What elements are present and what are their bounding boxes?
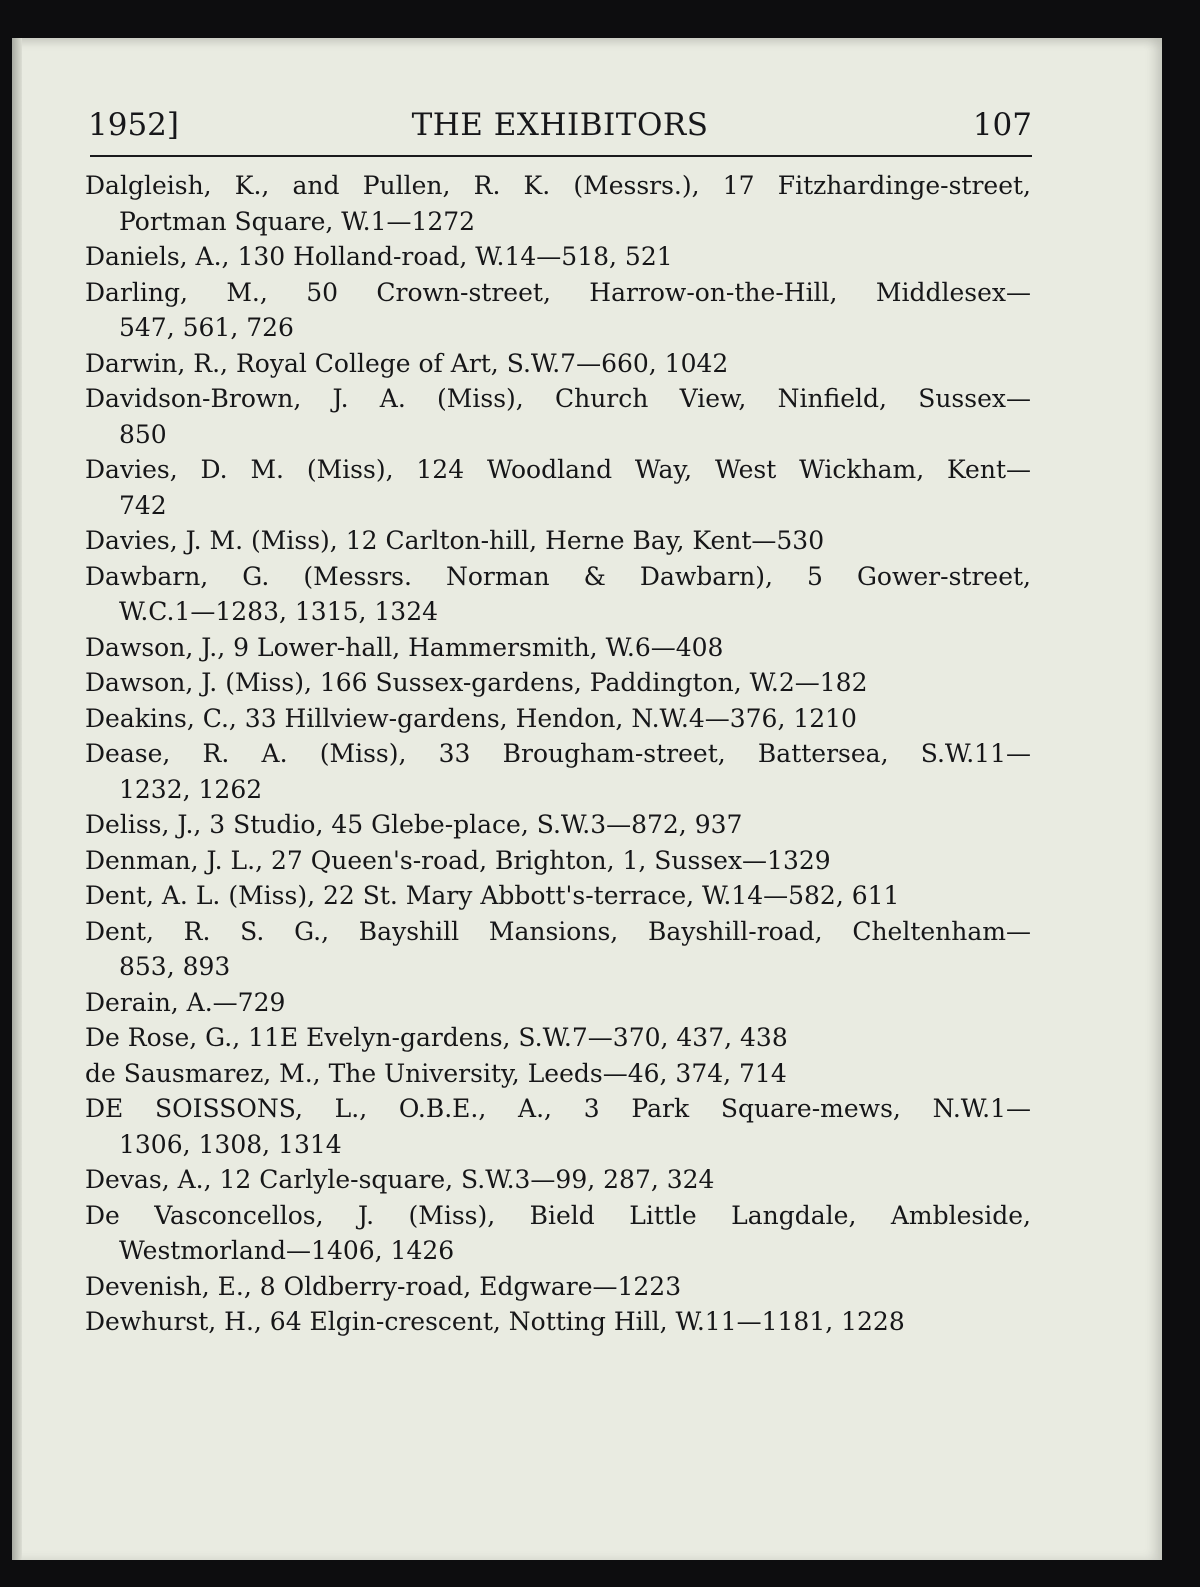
entry-line: Derain, A.—729 xyxy=(85,987,286,1017)
entry-continuation-line: W.C.1—1283, 1315, 1324 xyxy=(119,597,439,626)
exhibitor-entry xyxy=(85,1056,1031,1092)
entry-line: Devas, A., 12 Carlyle-square, S.W.3—99, 287, 324 xyxy=(85,1165,715,1194)
exhibitor-entry xyxy=(85,843,1031,879)
entry-line: Darling, M., 50 Crown-street, Harrow-on-the-Hill, Middlesex— xyxy=(85,277,1031,307)
entry-continuation-line: Westmorland—1406, 1426 xyxy=(119,1236,455,1265)
entry-line: Dawson, J., 9 Lower-hall, Hammersmith, W.6—408 xyxy=(85,632,724,662)
entry-line: De Vasconcellos, J. (Miss), Bield Little Langdale, Ambleside, xyxy=(85,1200,1031,1230)
exhibitor-entry xyxy=(85,381,1031,452)
exhibitor-entry xyxy=(85,1269,1031,1305)
entry-line: Davies, D. M. (Miss), 124 Woodland Way, West Wickham, Kent— xyxy=(85,455,1031,484)
entry-continuation-line: Portman Square, W.1—1272 xyxy=(119,206,476,236)
exhibitor-entry xyxy=(85,985,1031,1021)
entry-line: Devenish, E., 8 Oldberry-road, Edgware—1223 xyxy=(85,1271,682,1301)
exhibitor-entry xyxy=(85,914,1031,985)
entry-line: Davidson-Brown, J. A. (Miss), Church View, Ninfield, Sussex— xyxy=(85,384,1031,413)
entry-line: de Sausmarez, M., The University, Leeds—46, 374, 714 xyxy=(85,1058,787,1088)
exhibitor-entry xyxy=(85,559,1031,630)
entry-line: Dawson, J. (Miss), 166 Sussex-gardens, Paddington, W.2—182 xyxy=(85,668,868,697)
entry-line: Dewhurst, H., 64 Elgin-crescent, Notting Hill, W.11—1181, 1228 xyxy=(85,1307,905,1336)
exhibitor-entry xyxy=(85,807,1031,843)
entry-continuation-line: 850 xyxy=(119,419,167,449)
entry-line: DE SOISSONS, L., O.B.E., A., 3 Park Square-mews, N.W.1— xyxy=(85,1094,1031,1123)
entry-continuation-line: 853, 893 xyxy=(119,952,231,981)
entry-line: Daniels, A., 130 Holland-road, W.14—518, 521 xyxy=(85,242,673,271)
entry-line: Davies, J. M. (Miss), 12 Carlton-hill, Herne Bay, Kent—530 xyxy=(85,526,825,555)
entry-line: De Rose, G., 11E Evelyn-gardens, S.W.7—370, 437, 438 xyxy=(85,1023,788,1052)
entry-line: Darwin, R., Royal College of Art, S.W.7—660, 1042 xyxy=(85,348,729,378)
exhibitor-entry xyxy=(85,1162,1031,1198)
entry-line: Dalgleish, K., and Pullen, R. K. (Messrs.), 17 Fitzhardinge-street, xyxy=(85,171,1031,200)
exhibitor-entry xyxy=(85,1020,1031,1056)
exhibitor-entry xyxy=(85,878,1031,914)
exhibitor-entry xyxy=(85,665,1031,701)
header-year: 1952] xyxy=(88,107,179,143)
exhibitor-entry xyxy=(85,1091,1031,1162)
entry-continuation-line: 1306, 1308, 1314 xyxy=(119,1129,342,1159)
exhibitor-entry xyxy=(85,630,1031,666)
exhibitor-entry xyxy=(85,1304,1031,1340)
exhibitor-entry xyxy=(85,239,1031,275)
exhibitor-entry xyxy=(85,346,1031,382)
entry-continuation-line: 742 xyxy=(119,490,167,520)
entry-continuation-line: 547, 561, 726 xyxy=(119,313,294,342)
entry-line: Deakins, C., 33 Hillview-gardens, Hendon, N.W.4—376, 1210 xyxy=(85,703,857,733)
exhibitor-entry xyxy=(85,275,1031,346)
exhibitor-entry xyxy=(85,168,1031,239)
page-gutter-edge xyxy=(12,38,22,1560)
exhibitor-entry xyxy=(85,1198,1031,1269)
exhibitor-entry xyxy=(85,452,1031,523)
entry-continuation-line: 1232, 1262 xyxy=(119,774,263,804)
running-header xyxy=(88,102,1032,148)
page-number: 107 xyxy=(972,107,1032,143)
exhibitor-entry xyxy=(85,523,1031,559)
exhibitor-entry xyxy=(85,736,1031,807)
header-rule xyxy=(90,155,1032,157)
entry-line: Denman, J. L., 27 Queen's-road, Brighton, 1, Sussex—1329 xyxy=(85,845,831,875)
header-title: THE EXHIBITORS xyxy=(411,107,709,143)
entry-line: Dent, A. L. (Miss), 22 St. Mary Abbott's-terrace, W.14—582, 611 xyxy=(85,881,900,910)
entry-line: Dease, R. A. (Miss), 33 Brougham-street, Battersea, S.W.11— xyxy=(85,739,1031,768)
exhibitor-list xyxy=(85,168,1031,1340)
exhibitor-entry xyxy=(85,701,1031,737)
entry-line: Dawbarn, G. (Messrs. Norman & Dawbarn), 5 Gower-street, xyxy=(85,561,1031,591)
entry-line: Dent, R. S. G., Bayshill Mansions, Bayshill-road, Cheltenham— xyxy=(85,916,1031,946)
entry-line: Deliss, J., 3 Studio, 45 Glebe-place, S.W.3—872, 937 xyxy=(85,810,743,839)
